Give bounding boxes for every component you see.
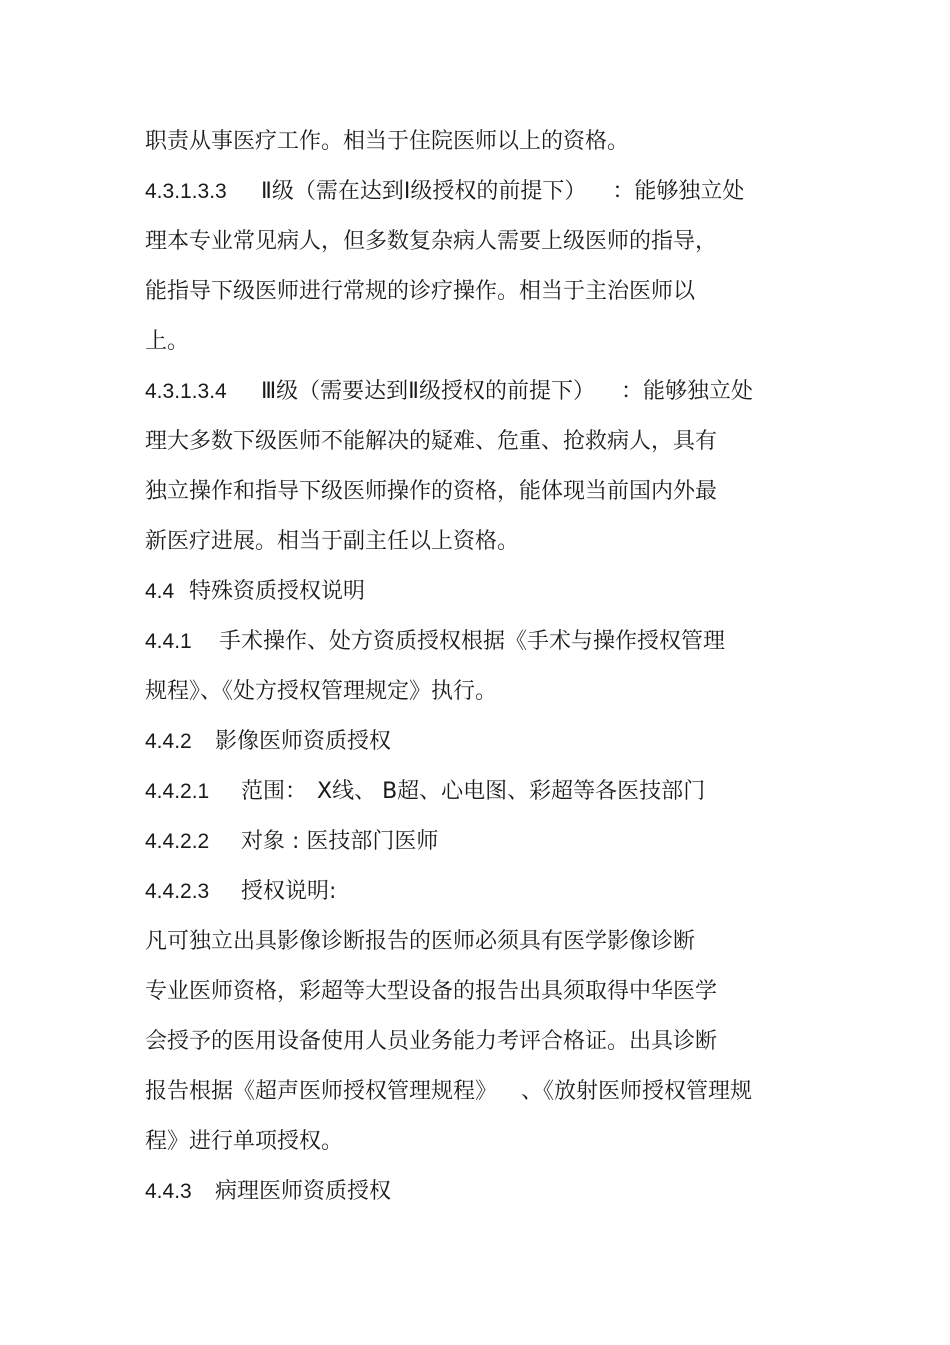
paragraph-text: 对象 : 医技部门医师 <box>241 829 439 854</box>
text-line <box>145 329 189 355</box>
section-number: 4.4.3 <box>145 1180 192 1203</box>
paragraph-text: 程》进行单项授权。 <box>145 1129 344 1154</box>
section-number: 4.3.1.3.4 <box>145 380 227 403</box>
paragraph-text: 手术操作、处方资质授权根据《手术与操作授权管理 <box>219 629 726 654</box>
paragraph-text: 专业医师资格，彩超等大型设备的报告出具须取得中华医学 <box>145 979 718 1004</box>
paragraph-text: 新医疗进展。相当于副主任以上资格。 <box>145 529 520 554</box>
paragraph-text: 授权说明: <box>241 879 337 904</box>
text-line <box>145 829 438 855</box>
section-number: 4.4.2.3 <box>145 880 210 903</box>
paragraph-text: 规程》、《处方授权管理规定》执行。 <box>145 679 498 704</box>
section-heading: 病理医师资质授权 <box>215 1179 392 1204</box>
paragraph-text: 职责从事医疗工作。相当于住院医师以上的资格。 <box>145 129 630 154</box>
section-number: 4.3.1.3.3 <box>145 180 227 203</box>
section-number: 4.4.2 <box>145 730 192 753</box>
text-line <box>145 629 725 655</box>
text-line <box>145 1179 391 1205</box>
paragraph-text: 会授予的医用设备使用人员业务能力考评合格证。出具诊断 <box>145 1029 718 1054</box>
text-line <box>145 729 391 755</box>
paragraph-text: Ⅱ级（需在达到Ⅰ级授权的前提下） <box>261 179 587 204</box>
text-line <box>145 879 336 905</box>
paragraph-text: 能指导下级医师进行常规的诊疗操作。相当于主治医师以 <box>145 279 696 304</box>
paragraph-text: X线、 <box>317 779 377 804</box>
text-line <box>145 229 717 255</box>
paragraph-text: B超、心电图、彩超等各医技部门 <box>382 779 706 804</box>
text-line <box>145 429 717 455</box>
text-line <box>145 1129 343 1155</box>
section-heading: 特殊资质授权说明 <box>189 579 366 604</box>
text-line <box>145 929 695 955</box>
paragraph-text: 凡可独立出具影像诊断报告的医师必须具有医学影像诊断 <box>145 929 696 954</box>
text-line <box>145 1029 717 1055</box>
text-line <box>145 479 717 505</box>
text-line <box>145 379 753 405</box>
paragraph-text: ：能够独立处 <box>621 379 754 404</box>
text-line <box>145 129 629 155</box>
paragraph-text: 报告根据《超声医师授权管理规程》 <box>145 1079 498 1104</box>
paragraph-text: 、《放射医师授权管理规 <box>521 1079 753 1104</box>
text-line <box>145 579 365 605</box>
section-number: 4.4 <box>145 580 175 603</box>
paragraph-text: ：能够独立处 <box>612 179 745 204</box>
text-line <box>145 979 717 1005</box>
text-line <box>145 179 744 205</box>
paragraph-text: 理大多数下级医师不能解决的疑难、危重、抢救病人，具有 <box>145 429 718 454</box>
text-line <box>145 679 497 705</box>
paragraph-text: 范围： <box>241 779 308 804</box>
section-number: 4.4.1 <box>145 630 192 653</box>
section-heading: 影像医师资质授权 <box>215 729 392 754</box>
text-line <box>145 529 519 555</box>
paragraph-text: 独立操作和指导下级医师操作的资格，能体现当前国内外最 <box>145 479 718 504</box>
text-line <box>145 779 705 805</box>
text-line <box>145 1079 752 1105</box>
paragraph-text: 理本专业常见病人，但多数复杂病人需要上级医师的指导， <box>145 229 718 254</box>
paragraph-text: Ⅲ级（需要达到Ⅱ级授权的前提下） <box>261 379 595 404</box>
text-line <box>145 279 695 305</box>
section-number: 4.4.2.2 <box>145 830 210 853</box>
paragraph-text: 上。 <box>145 329 190 354</box>
section-number: 4.4.2.1 <box>145 780 210 803</box>
